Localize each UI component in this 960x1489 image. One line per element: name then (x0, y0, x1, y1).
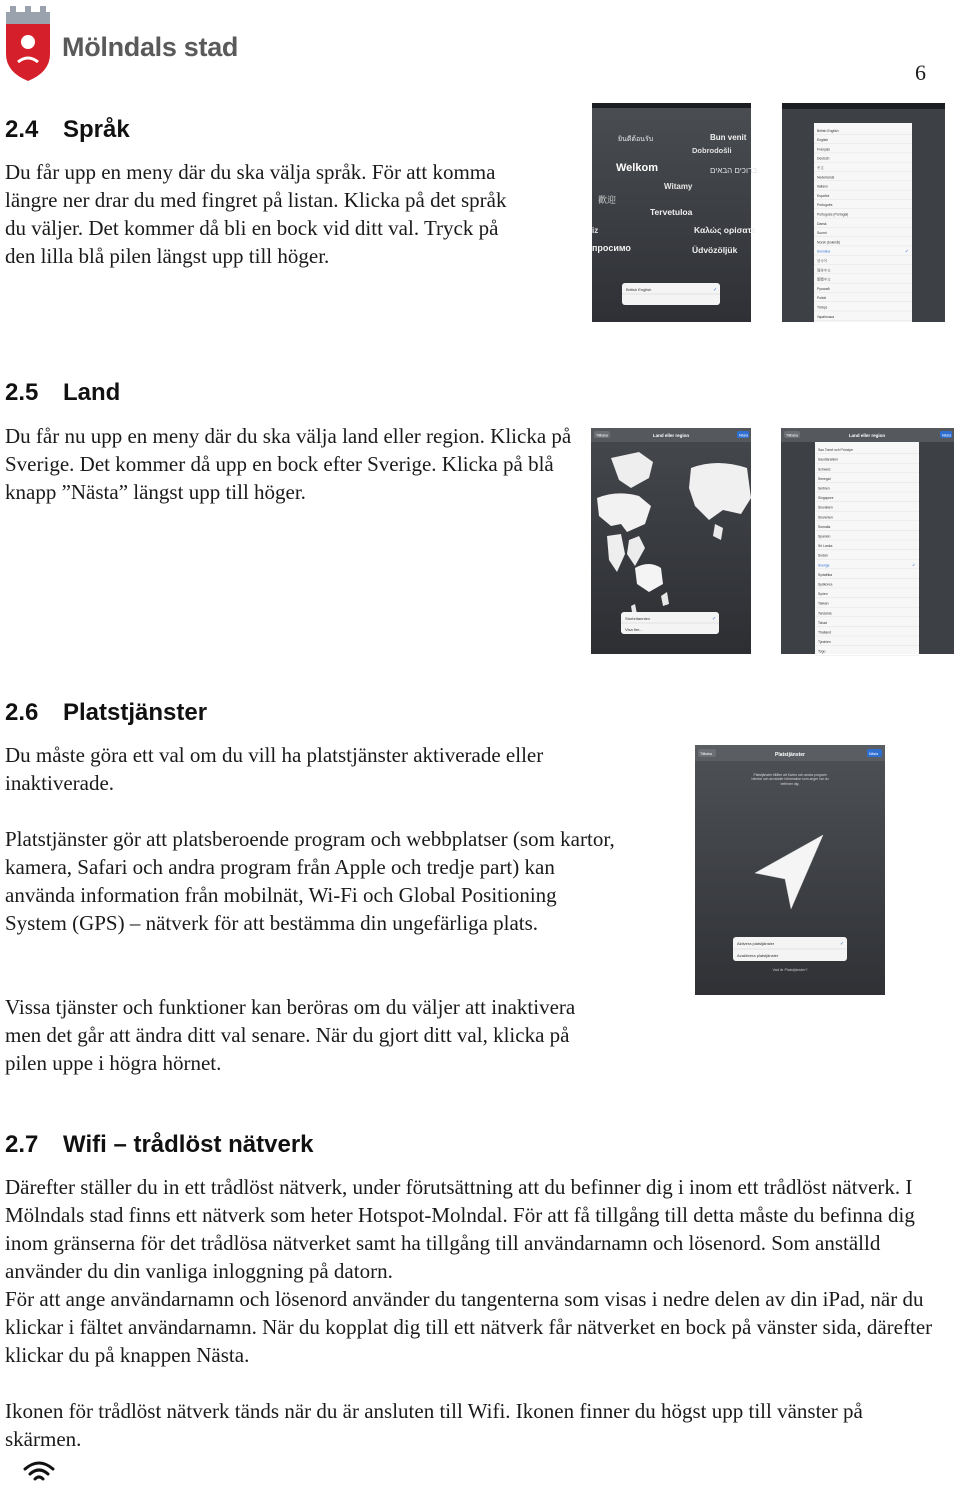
svg-text:Bun venit: Bun venit (710, 133, 747, 142)
paragraph-platstjanster-2: Platstjänster gör att platsberoende program och webbplatser (som kartor, kamera, Safari och andra program från Apple och tredje part) kan använda information från mobilnät, Wi-Fi och Global Positioning System (GPS) – nätverk för att bestämma din ungefärliga plats. (5, 827, 615, 935)
list-item: Taiwan (818, 601, 829, 606)
list-item: Schweiz (818, 467, 831, 472)
svg-text:Avaktivera platstjänster: Avaktivera platstjänster (737, 953, 779, 958)
list-item: Polski (817, 296, 827, 301)
paragraph-land: Du får nu upp en meny där du ska välja land eller region. Klicka på Sverige. Det kommer då upp en bock efter Sverige. Klicka på blå knapp ”Nästa” längst upp till höger. (5, 424, 572, 504)
list-item: Tchad (818, 620, 828, 625)
paragraph-wifi-1: Därefter ställer du in ett trådlöst nätverk, under förutsättning att du befinner dig i inom ett trådlöst nätverk. I Mölndals stad finns ett nätverk som heter Hotspot-Molndal. För att få tillgång till detta måste du befinna dig inom gränserna för det trådlösa nätverket samt ha tillgång till användarnamn och lösenord. Som anställd använder du din vanliga inloggning på datorn. (5, 1175, 915, 1283)
svg-text:✓: ✓ (840, 941, 845, 947)
ipad-language-list-screenshot (782, 103, 945, 322)
list-item: Nederlands (817, 175, 835, 180)
list-item: 繁體中文 (817, 277, 831, 282)
svg-text:Tillbaka: Tillbaka (786, 433, 798, 438)
section-title: Land (63, 379, 121, 406)
svg-text:Witamy: Witamy (664, 182, 693, 191)
list-item: English (817, 138, 829, 143)
paragraph-wifi-2: För att ange användarnamn och lösenord använder du tangenterna som visas i nedre delen av din iPad, när du klickar i fältet användarnamn. När du kopplat dig till ett nätverk får nätverket en bock på vänster sida, därefter klickar du på knappen Nästa. (5, 1287, 933, 1367)
list-item: Tjeckien (818, 640, 831, 645)
list-item: Sverige (818, 563, 830, 568)
svg-text:Dobrodošli: Dobrodošli (692, 146, 732, 155)
list-item: Sri Lanka (818, 544, 833, 549)
list-item: Thailand (818, 630, 832, 635)
list-item: Somalia (818, 524, 831, 529)
molndal-logo (4, 6, 244, 84)
svg-text:✓: ✓ (712, 616, 717, 622)
list-item: Sudan (818, 553, 828, 558)
svg-text:Land eller region: Land eller region (848, 433, 886, 438)
list-item: Singapore (818, 496, 834, 501)
list-item: Syrien (818, 592, 828, 597)
list-item: 简体中文 (817, 268, 831, 273)
page-number: 6 (915, 60, 926, 85)
list-item: 한국어 (817, 259, 827, 263)
list-item: Français (817, 147, 831, 152)
section-number: 2.7 (5, 1131, 39, 1158)
svg-text:Tervetuloa: Tervetuloa (650, 207, 693, 217)
svg-text:Welkom: Welkom (616, 162, 658, 174)
list-item: Saudiarabien (818, 457, 838, 462)
checkmark-icon: ✓ (912, 562, 916, 568)
list-item: Svenska (817, 249, 831, 254)
list-item: Sao Tomé och Príncipe (818, 448, 853, 453)
list-item: Slovenien (818, 515, 833, 520)
list-item: Sydafrika (818, 572, 833, 577)
svg-text:Nästa: Nästa (739, 433, 749, 438)
svg-text:Vad är Platstjänster?: Vad är Platstjänster? (772, 968, 808, 972)
wifi-icon (22, 1460, 56, 1484)
svg-text:歡迎: 歡迎 (598, 195, 617, 205)
list-item: Suomi (817, 231, 827, 236)
list-item: Spanien (818, 534, 831, 539)
section-number: 2.4 (5, 116, 39, 143)
list-item: Deutsch (817, 156, 830, 161)
list-item: Русский (817, 286, 830, 291)
svg-text:Üdvözöljük: Üdvözöljük (692, 245, 738, 255)
ipad-region-map-screenshot (591, 428, 751, 654)
section-heading-sprak (5, 116, 130, 144)
section-title: Språk (63, 116, 130, 143)
list-item: Sydkorea (818, 582, 833, 587)
list-item: Slovakien (818, 505, 833, 510)
paragraph-sprak: Du får upp en meny där du ska välja språk. För att komma längre ner drar du med fingret på listan. Klicka på det språk du väljer. Det kommer då bli en bock vid ditt val. Tryck på den lilla blå pilen längst upp till höger. (5, 160, 507, 268)
coat-of-arms-icon (4, 6, 56, 82)
list-item: Italiano (817, 184, 828, 189)
svg-text:✓: ✓ (713, 287, 718, 293)
svg-text:British English: British English (626, 287, 652, 292)
list-item: Português (Portugal) (817, 212, 849, 217)
section-heading-land (5, 379, 120, 407)
list-item: Türkçe (817, 305, 828, 310)
paragraph-platstjanster-1: Du måste göra ett val om du vill ha platstjänster aktiverade eller inaktiverade. (5, 743, 544, 795)
section-title: Platstjänster (63, 699, 208, 726)
list-item: Senegal (818, 476, 831, 481)
section-title: Wifi – trådlöst nätverk (63, 1131, 314, 1158)
svg-text:Visa fler...: Visa fler... (625, 627, 643, 632)
svg-text:Storbritannien: Storbritannien (625, 616, 650, 621)
list-item: 中文 (817, 166, 824, 170)
section-number: 2.5 (5, 379, 39, 406)
section-heading-wifi (5, 1131, 314, 1159)
ipad-region-list-screenshot (781, 428, 954, 654)
svg-text:Tillbaka: Tillbaka (700, 752, 712, 756)
svg-text:ยินดีต้อนรับ: ยินดีต้อนรับ (618, 136, 654, 143)
svg-text:Nästa: Nästa (942, 433, 952, 438)
svg-text:iz: iz (592, 226, 599, 235)
list-item: Dansk (817, 221, 827, 226)
paragraph-platstjanster-3: Vissa tjänster och funktioner kan beröras om du väljer att inaktivera men det går att ändra ditt val senare. När du gjort ditt val, klicka på pilen uppe i högra hörnet. (5, 995, 576, 1075)
svg-text:Nästa: Nästa (869, 752, 879, 756)
ipad-location-services-screenshot: Tillbaka Platstjänster Nästa Platstjänster tillåter att Kartor och andra program hämtar och använder information som anger var du befinner dig. Aktivera platstjänster ✓ Avaktivera platstjänster Vad är Platstjänster? (695, 745, 885, 995)
section-number: 2.6 (5, 699, 39, 726)
svg-text:Land eller region: Land eller region (652, 433, 690, 438)
svg-text:Platstjänster: Platstjänster (774, 752, 806, 758)
list-item: Español (817, 193, 830, 198)
svg-text:Tillbaka: Tillbaka (596, 433, 608, 438)
logo-text: Mölndals stad (62, 32, 239, 62)
checkmark-icon: ✓ (905, 248, 909, 254)
list-item: Português (817, 203, 833, 208)
list-item: Togo (818, 649, 826, 654)
svg-text:Aktivera platstjänster: Aktivera platstjänster (737, 941, 775, 946)
list-item: Українська (817, 314, 834, 319)
list-item: Tanzania (818, 611, 832, 616)
list-item: Serbien (818, 486, 830, 491)
section-heading-platstjanster (5, 699, 207, 727)
svg-text:просимо: просимо (592, 243, 631, 253)
ipad-welcome-screenshot (592, 103, 758, 322)
svg-text:ברוכים הבאים: ברוכים הבאים (710, 166, 758, 175)
list-item: British English (817, 128, 839, 133)
paragraph-wifi-3: Ikonen för trådlöst nätverk tänds när du är ansluten till Wifi. Ikonen finner du högst upp till vänster på skärmen. (5, 1399, 863, 1451)
list-item: Norsk (bokmål) (817, 240, 840, 245)
svg-text:Καλώς ορίσατε: Καλώς ορίσατε (694, 225, 756, 235)
